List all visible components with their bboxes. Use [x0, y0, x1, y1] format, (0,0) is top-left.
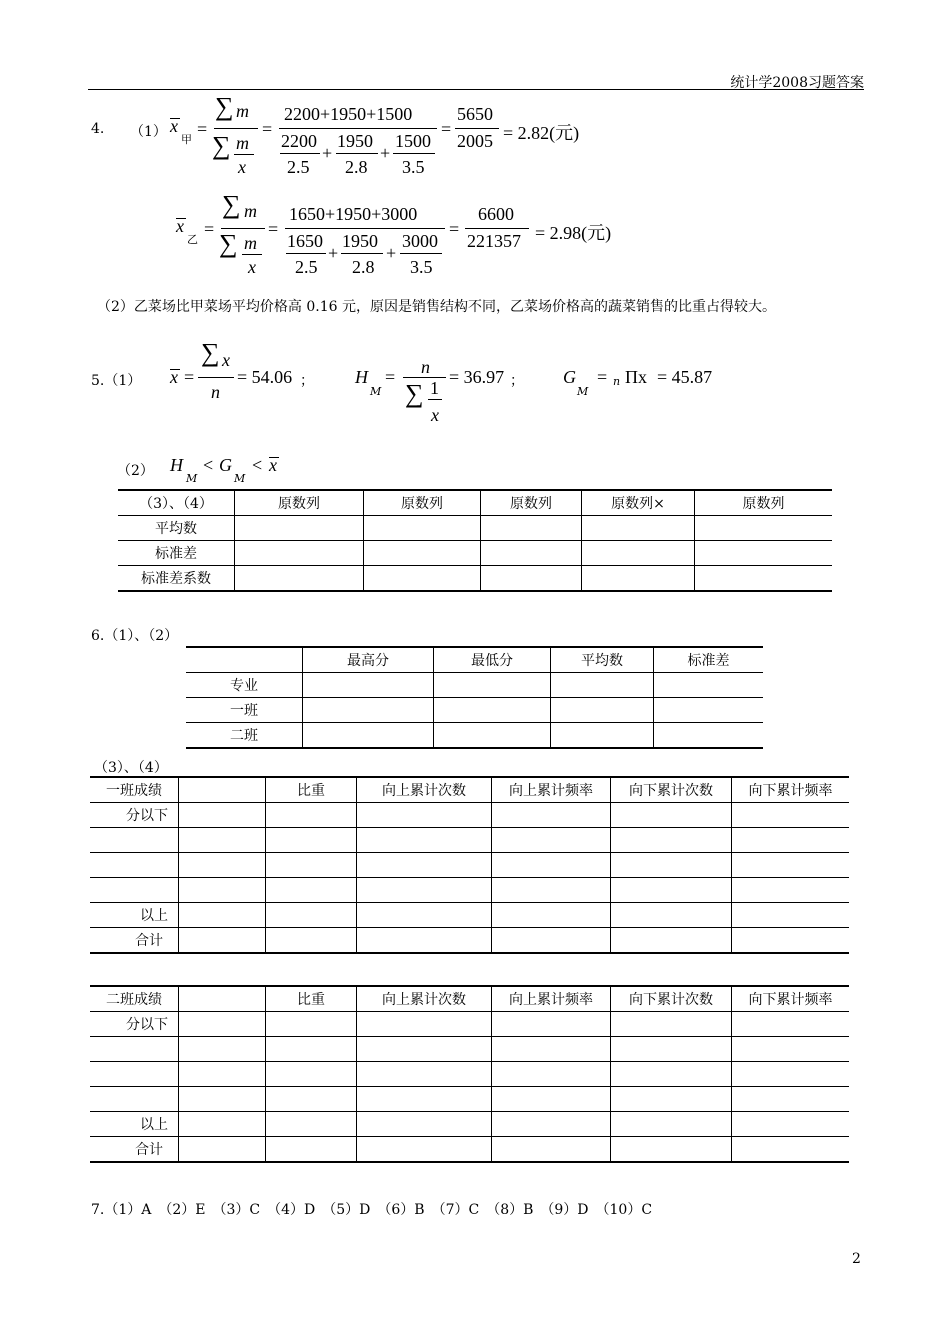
table-header-cell: 一班成绩: [90, 777, 179, 803]
plus: +: [322, 143, 333, 163]
subscript-m: M: [370, 385, 382, 398]
row-label: [90, 1062, 179, 1087]
q6-part34-label: （3）、（4）: [94, 760, 168, 776]
subscript-m: M: [186, 472, 198, 485]
less-than: <: [252, 455, 263, 475]
table-header-cell: 原数列: [695, 490, 833, 516]
table-header-cell: 二班成绩: [90, 986, 179, 1012]
table-row: [90, 1137, 849, 1163]
table-row: [90, 1037, 849, 1062]
table-row: [90, 803, 849, 828]
x-var: x: [248, 257, 256, 277]
equals: =: [449, 219, 460, 239]
q5-part2-label: （2）: [117, 463, 154, 479]
row-label: [90, 1087, 179, 1112]
subscript-m: M: [577, 385, 589, 398]
header-rule: [88, 89, 864, 90]
table-row: [90, 1087, 849, 1112]
table-header-cell: 原数列: [481, 490, 582, 516]
jia-subscript: 甲: [181, 133, 192, 146]
equals: =: [204, 219, 215, 239]
row-label: [90, 853, 179, 878]
row-label: 合计: [90, 1137, 179, 1163]
table-header-cell: 原数列: [235, 490, 364, 516]
q4-part1-label: （1）: [130, 124, 167, 140]
running-header: 统计学2008习题答案: [730, 75, 864, 91]
table-header-cell: （3）、（4）: [118, 490, 235, 516]
harmonic-mean-symbol: H: [355, 367, 368, 387]
table-header-cell: 向下累计次数: [611, 986, 732, 1012]
scores-table: [186, 646, 763, 749]
table-row: [90, 928, 849, 954]
table-header-cell: 标准差: [654, 647, 764, 673]
table-header-cell: 向上累计次数: [357, 986, 492, 1012]
x-var: x: [238, 157, 246, 177]
row-label: [90, 878, 179, 903]
m-var: m: [244, 233, 257, 253]
table-row: [90, 1012, 849, 1037]
table-header-cell: [179, 777, 266, 803]
stats-table: [118, 489, 832, 592]
plus: +: [328, 243, 339, 263]
equals: =: [385, 367, 396, 387]
row-label: 标准差: [118, 541, 235, 566]
denominator-term: 3000: [402, 231, 438, 251]
q4-part2-text: （2）乙菜场比甲菜场平均价格高 0.16 元，原因是销售结构不同，乙菜场价格高的蔬菜销售的比重占得较大。: [97, 299, 776, 315]
denominator-term: 1500: [395, 131, 431, 151]
result-denominator: 221357: [467, 231, 521, 251]
equals: =: [197, 119, 208, 139]
q4-number: 4.: [91, 121, 105, 137]
table-header-cell: 向上累计次数: [357, 777, 492, 803]
geometric-mean-symbol: G: [563, 367, 576, 387]
q6-label: 6.（1）、（2）: [91, 628, 179, 644]
row-label: 标准差系数: [118, 566, 235, 592]
m-var: m: [236, 101, 249, 121]
table-header-cell: [186, 647, 303, 673]
table-header-cell: [179, 986, 266, 1012]
n-var: n: [421, 357, 430, 377]
geometric-mean-value: = 45.87: [657, 367, 713, 387]
table-row: [186, 698, 763, 723]
xbar-symbol: x: [170, 116, 178, 136]
table-row: [118, 516, 832, 541]
denominator-term: 1950: [342, 231, 378, 251]
row-label: 分以下: [90, 1012, 179, 1037]
x-var: x: [222, 350, 230, 370]
separator: ；: [510, 373, 524, 389]
m-var: m: [236, 133, 249, 153]
result-denominator: 2005: [457, 131, 493, 151]
sum-symbol: ∑: [405, 379, 424, 408]
table-header-cell: 最高分: [303, 647, 434, 673]
table-header-cell: 向上累计频率: [492, 777, 611, 803]
numerator: 1650+1950+3000: [289, 204, 418, 224]
sum-symbol: ∑: [219, 229, 238, 258]
row-label: 以上: [90, 903, 179, 928]
sum-symbol: ∑: [222, 190, 241, 219]
table-header-cell: 平均数: [551, 647, 654, 673]
table-row: [90, 1112, 849, 1137]
equals: =: [268, 219, 279, 239]
plus: +: [386, 243, 397, 263]
one: 1: [430, 378, 439, 398]
result-numerator: 6600: [478, 204, 514, 224]
denominator-term: 1950: [337, 131, 373, 151]
denominator-term: 2200: [281, 131, 317, 151]
row-label: 一班: [186, 698, 303, 723]
m-var: m: [244, 201, 257, 221]
table-row: [90, 878, 849, 903]
table-header-cell: 向上累计频率: [492, 986, 611, 1012]
q7-answers: 7.（1）A （2）E （3）C （4）D （5）D （6）B （7）C （8）B （9）D （10）C: [91, 1202, 653, 1218]
numerator: 2200+1950+1500: [284, 104, 413, 124]
result-value: = 2.98(元): [535, 223, 612, 243]
table-header-cell: 原数列: [364, 490, 481, 516]
table-header-cell: 向下累计次数: [611, 777, 732, 803]
page-number: 2: [852, 1251, 861, 1267]
yi-subscript: 乙: [187, 233, 198, 246]
table-header-cell: 原数列×: [582, 490, 695, 516]
table-row: [90, 853, 849, 878]
row-label: 专业: [186, 673, 303, 698]
table-header-cell: 向下累计频率: [732, 777, 850, 803]
class1-distribution-table: [90, 776, 849, 954]
table-row: [90, 1062, 849, 1087]
sum-symbol: ∑: [215, 92, 234, 121]
sum-symbol: ∑: [201, 338, 220, 367]
xbar-symbol: x: [170, 367, 178, 387]
table-row: [118, 566, 832, 592]
row-label: 平均数: [118, 516, 235, 541]
harmonic-mean-symbol: H: [170, 455, 183, 475]
result-value: = 2.82(元): [503, 123, 580, 143]
x-var: x: [431, 405, 439, 425]
table-header-cell: 向下累计频率: [732, 986, 850, 1012]
equals: =: [441, 119, 452, 139]
table-row: [186, 723, 763, 749]
separator: ；: [300, 373, 314, 389]
xbar-symbol: x: [269, 455, 277, 475]
denominator-term: 2.5: [295, 257, 318, 277]
mean-value: = 54.06: [237, 367, 293, 387]
denominator-term: 3.5: [410, 257, 433, 277]
denominator-term: 2.8: [352, 257, 375, 277]
row-label: 二班: [186, 723, 303, 749]
n-var: n: [211, 382, 220, 402]
denominator-term: 3.5: [402, 157, 425, 177]
denominator-term: 2.5: [287, 157, 310, 177]
denominator-term: 2.8: [345, 157, 368, 177]
plus: +: [380, 143, 391, 163]
harmonic-mean-value: = 36.97: [449, 367, 505, 387]
table-row: [90, 903, 849, 928]
q5-number: 5.（1）: [91, 373, 142, 389]
row-label: [90, 828, 179, 853]
denominator-term: 1650: [287, 231, 323, 251]
result-numerator: 5650: [457, 104, 493, 124]
subscript-m: M: [234, 472, 246, 485]
row-label: [90, 1037, 179, 1062]
geometric-mean-symbol: G: [219, 455, 232, 475]
table-header-cell: 比重: [266, 986, 357, 1012]
equals: =: [262, 119, 273, 139]
row-label: 合计: [90, 928, 179, 954]
class2-distribution-table: [90, 985, 849, 1163]
less-than: <: [203, 455, 214, 475]
row-label: 以上: [90, 1112, 179, 1137]
xbar-symbol: x: [176, 216, 184, 236]
table-row: [90, 828, 849, 853]
table-row: [118, 541, 832, 566]
equals: =: [184, 367, 195, 387]
root-index: n: [613, 375, 621, 388]
table-header-cell: 最低分: [434, 647, 551, 673]
sum-symbol: ∑: [212, 131, 231, 160]
table-row: [186, 673, 763, 698]
table-header-cell: 比重: [266, 777, 357, 803]
row-label: 分以下: [90, 803, 179, 828]
equals: =: [597, 367, 608, 387]
product-expression: Πx: [625, 367, 647, 387]
